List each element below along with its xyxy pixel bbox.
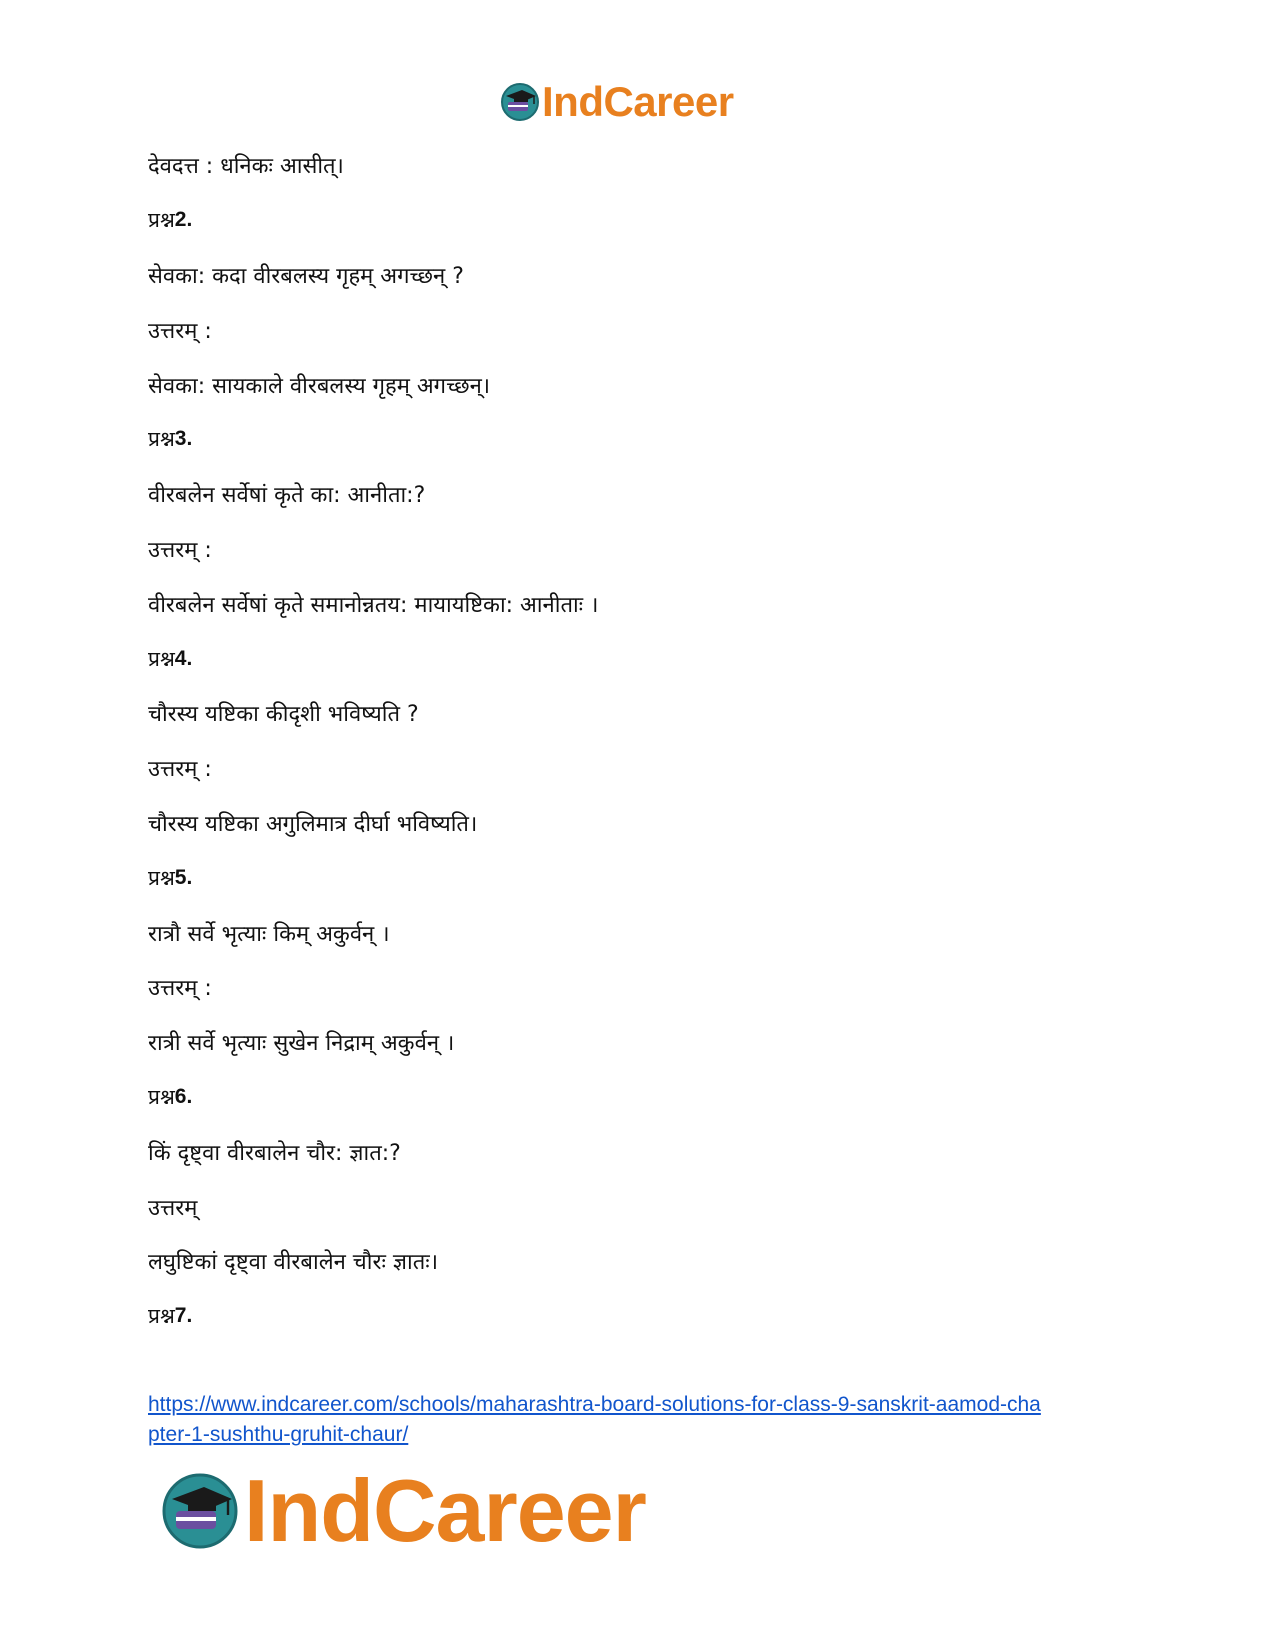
- text-line: उत्तरम्: [148, 1195, 198, 1221]
- text-line: देवदत्त : धनिकः आसीत्।: [148, 154, 344, 180]
- question-label: प्रश्न: [148, 1085, 175, 1109]
- text-line: किं दृष्ट्वा वीरबालेन चौर: ज्ञात:?: [148, 1140, 401, 1166]
- question-number: 6.: [174, 1084, 193, 1108]
- text-line: चौरस्य यष्टिका अगुलिमात्र दीर्घा भविष्यति।: [148, 811, 478, 837]
- text-line: रात्रौ सर्वे भृत्याः किम् अकुर्वन् ।: [148, 921, 390, 947]
- header-logo: [500, 78, 734, 126]
- graduation-globe-icon: [500, 82, 540, 122]
- question-label: प्रश्न: [148, 209, 175, 233]
- question-number: 4.: [174, 646, 193, 670]
- graduation-globe-icon: [160, 1471, 240, 1551]
- text-line: वीरबलेन सर्वेषां कृते समानोन्नतय: मायायष्टिका: आनीताः ।: [148, 592, 599, 618]
- text-line: सेवका: सायकाले वीरबलस्य गृहम् अगच्छन्।: [148, 373, 491, 399]
- question-number: 2.: [174, 208, 193, 232]
- text-line: सेवका: कदा वीरबलस्य गृहम् अगच्छन् ?: [148, 263, 464, 289]
- question-heading: [148, 1070, 1128, 1125]
- question-label: प्रश्न: [148, 647, 175, 671]
- text-line: उत्तरम् :: [148, 537, 212, 563]
- text-line: उत्तरम् :: [148, 318, 212, 344]
- question-heading: [148, 412, 1128, 467]
- text-line: रात्री सर्वे भृत्याः सुखेन निद्राम् अकुर्वन् ।: [148, 1031, 455, 1057]
- source-url-link[interactable]: [148, 1390, 1128, 1450]
- text-line: लघुष्टिकां दृष्ट्वा वीरबालेन चौरः ज्ञातः।: [148, 1250, 439, 1276]
- text-line: उत्तरम् :: [148, 757, 212, 783]
- question-label: प्रश्न: [148, 428, 175, 452]
- question-label: प्रश्न: [148, 866, 175, 890]
- footer-logo: [160, 1460, 646, 1562]
- document-body: [148, 138, 1128, 1344]
- question-number: 3.: [174, 427, 193, 451]
- text-line: चौरस्य यष्टिका कीदृशी भविष्यति ?: [148, 702, 419, 728]
- question-label: प्रश्न: [148, 1305, 175, 1329]
- logo-wordmark: IndCareer: [244, 1461, 646, 1560]
- question-number: 7.: [174, 1304, 193, 1328]
- source-url-line-2[interactable]: pter-1-sushthu-gruhit-chaur/: [148, 1423, 409, 1446]
- question-heading: [148, 1289, 1128, 1344]
- question-heading: [148, 193, 1128, 248]
- question-number: 5.: [174, 865, 193, 889]
- logo-wordmark: IndCareer: [542, 78, 734, 125]
- question-heading: [148, 631, 1128, 686]
- text-line: उत्तरम् :: [148, 976, 212, 1002]
- source-url-line-1[interactable]: https://www.indcareer.com/schools/maharashtra-board-solutions-for-class-9-sanskrit-aamod-cha: [148, 1393, 1041, 1416]
- question-heading: [148, 850, 1128, 905]
- text-line: वीरबलेन सर्वेषां कृते का: आनीता:?: [148, 483, 426, 509]
